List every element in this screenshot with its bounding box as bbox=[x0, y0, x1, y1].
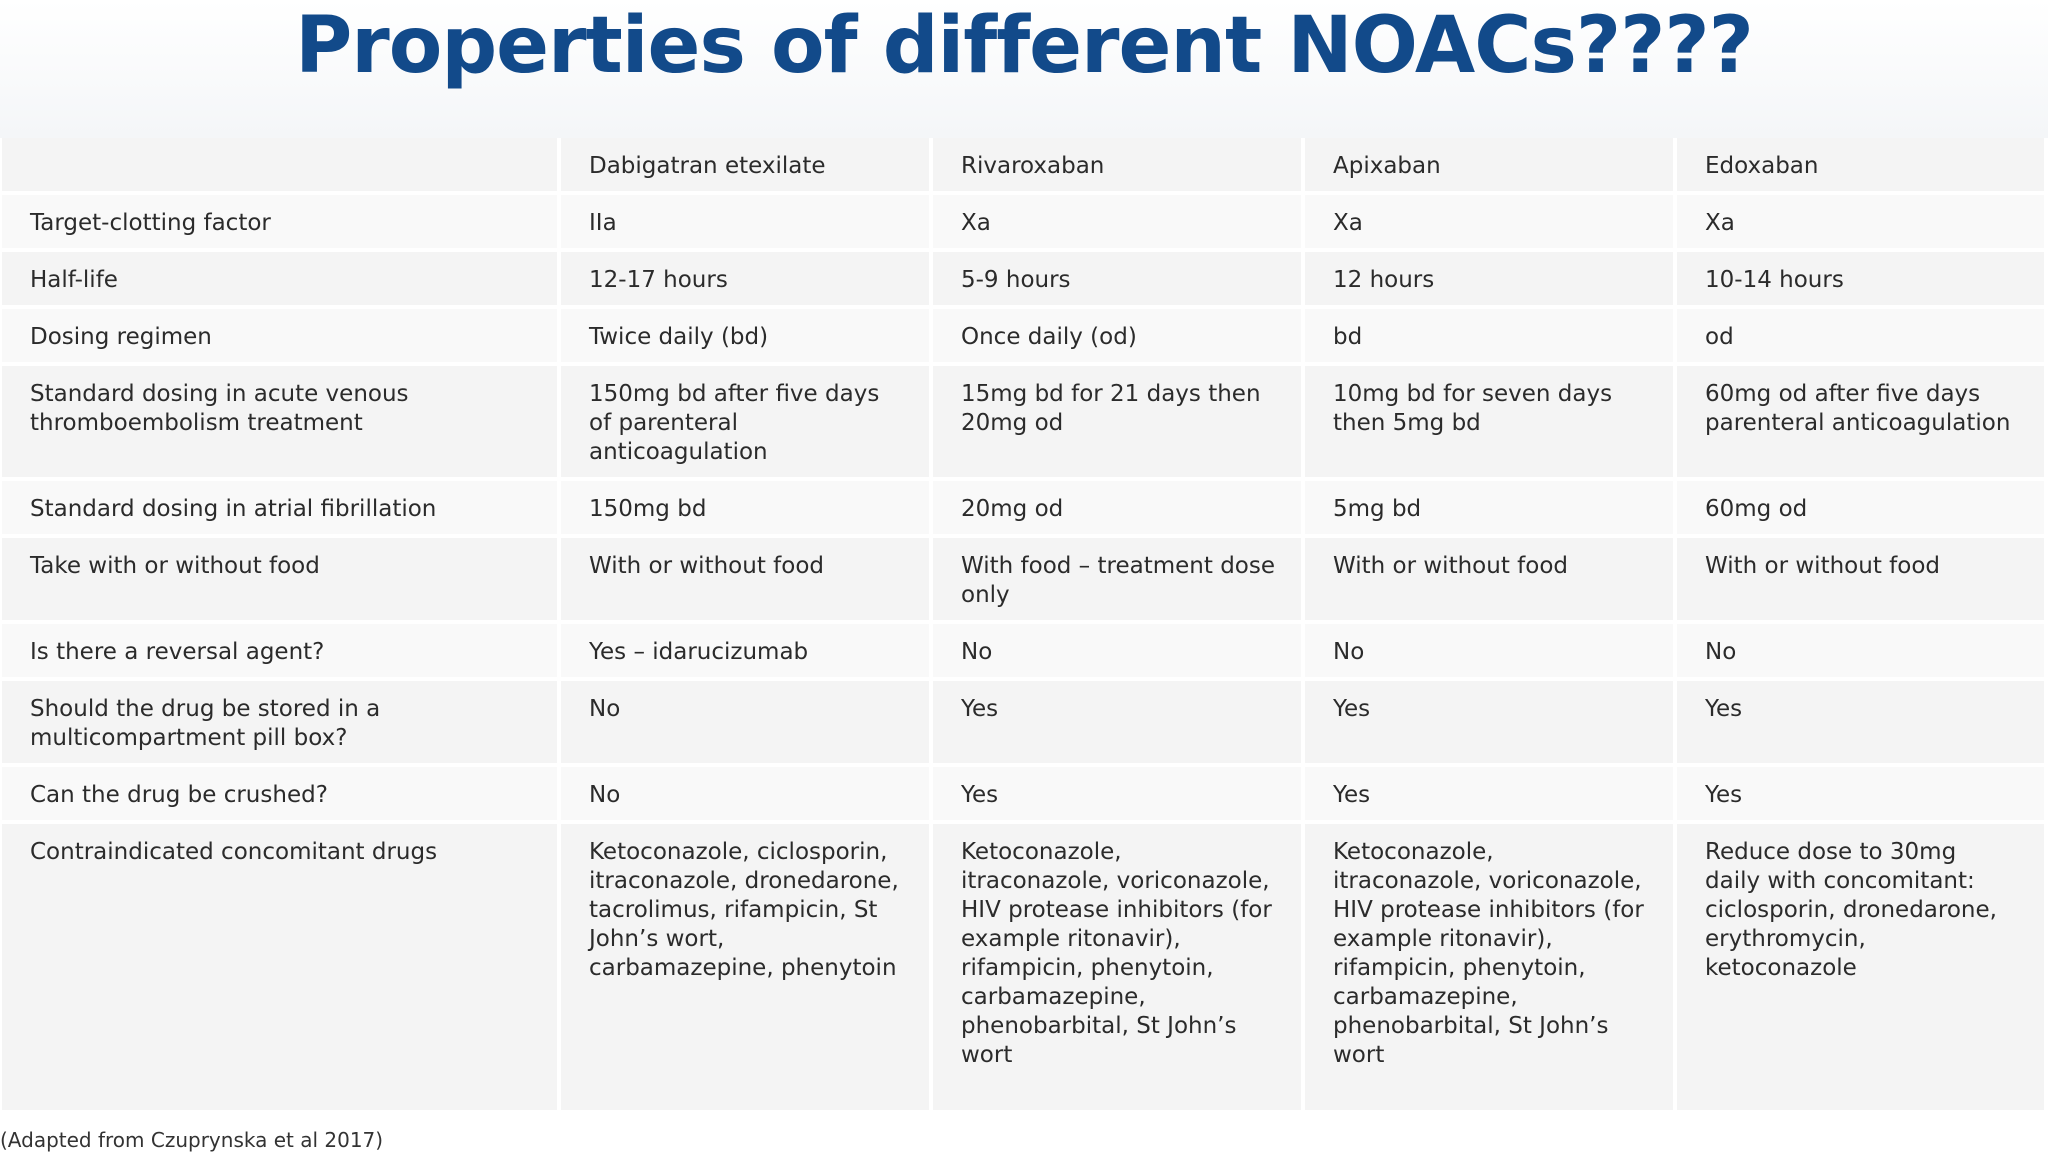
table-row bbox=[2, 679, 2044, 765]
table-cell: 150mg bd after five days of parenteral anticoagulation bbox=[559, 364, 931, 479]
table-cell: 10mg bd for seven days then 5mg bd bbox=[1303, 364, 1675, 479]
table-cell: No bbox=[1303, 622, 1675, 679]
table-row bbox=[2, 479, 2044, 536]
noac-comparison-table-container bbox=[2, 138, 2044, 1114]
table-cell: 20mg od bbox=[931, 479, 1303, 536]
row-label: Target-clotting factor bbox=[2, 193, 559, 250]
table-cell: Yes – idarucizumab bbox=[559, 622, 931, 679]
table-cell: Xa bbox=[931, 193, 1303, 250]
table-header-row bbox=[2, 138, 2044, 193]
header-cell-edoxaban: Edoxaban bbox=[1675, 138, 2044, 193]
table-cell: 12 hours bbox=[1303, 250, 1675, 307]
table-cell: bd bbox=[1303, 307, 1675, 364]
table-cell: 150mg bd bbox=[559, 479, 931, 536]
row-label: Contraindicated concomitant drugs bbox=[2, 822, 559, 1112]
table-cell: Ketoconazole, ciclosporin, itraconazole, dronedarone, tacrolimus, rifampicin, St John’s wort, carbamazepine, phenytoin bbox=[559, 822, 931, 1112]
table-cell: Yes bbox=[931, 765, 1303, 822]
table-cell: od bbox=[1675, 307, 2044, 364]
header-cell-apixaban: Apixaban bbox=[1303, 138, 1675, 193]
table-row bbox=[2, 193, 2044, 250]
table-cell: Ketoconazole, itraconazole, voriconazole, HIV protease inhibitors (for example ritonavir), rifampicin, phenytoin, carbamazepine, phenobarbital, St John’s wort bbox=[931, 822, 1303, 1112]
table-cell: IIa bbox=[559, 193, 931, 250]
row-label: Standard dosing in atrial fibrillation bbox=[2, 479, 559, 536]
table-cell: 5-9 hours bbox=[931, 250, 1303, 307]
header-cell-dabigatran: Dabigatran etexilate bbox=[559, 138, 931, 193]
table-cell: Yes bbox=[1303, 765, 1675, 822]
table-row bbox=[2, 307, 2044, 364]
table-cell: With or without food bbox=[1303, 536, 1675, 622]
table-cell: 15mg bd for 21 days then 20mg od bbox=[931, 364, 1303, 479]
table-row bbox=[2, 622, 2044, 679]
table-row bbox=[2, 364, 2044, 479]
table-cell: No bbox=[931, 622, 1303, 679]
table-cell: With or without food bbox=[559, 536, 931, 622]
header-cell-rivaroxaban: Rivaroxaban bbox=[931, 138, 1303, 193]
table-cell: Twice daily (bd) bbox=[559, 307, 931, 364]
table-cell: 12-17 hours bbox=[559, 250, 931, 307]
table-cell: With food – treatment dose only bbox=[931, 536, 1303, 622]
table-cell: 60mg od bbox=[1675, 479, 2044, 536]
table-row bbox=[2, 536, 2044, 622]
table-cell: 5mg bd bbox=[1303, 479, 1675, 536]
table-cell: Yes bbox=[1675, 765, 2044, 822]
table-cell: 10-14 hours bbox=[1675, 250, 2044, 307]
row-label: Half-life bbox=[2, 250, 559, 307]
table-row bbox=[2, 822, 2044, 1112]
table-cell: 60mg od after five days parenteral anticoagulation bbox=[1675, 364, 2044, 479]
slide-title: Properties of different NOACs???? bbox=[0, 0, 2048, 138]
row-label: Take with or without food bbox=[2, 536, 559, 622]
row-label: Dosing regimen bbox=[2, 307, 559, 364]
table-cell: Xa bbox=[1675, 193, 2044, 250]
row-label: Should the drug be stored in a multicompartment pill box? bbox=[2, 679, 559, 765]
table-row bbox=[2, 250, 2044, 307]
table-cell: Yes bbox=[931, 679, 1303, 765]
table-cell: No bbox=[1675, 622, 2044, 679]
table-cell: No bbox=[559, 679, 931, 765]
row-label: Is there a reversal agent? bbox=[2, 622, 559, 679]
row-label: Standard dosing in acute venous thromboembolism treatment bbox=[2, 364, 559, 479]
header-cell-empty bbox=[2, 138, 559, 193]
table-cell: With or without food bbox=[1675, 536, 2044, 622]
table-cell: Ketoconazole, itraconazole, voriconazole, HIV protease inhibitors (for example ritonavir), rifampicin, phenytoin, carbamazepine, phenobarbital, St John’s wort bbox=[1303, 822, 1675, 1112]
table-row bbox=[2, 765, 2044, 822]
table-cell: Yes bbox=[1675, 679, 2044, 765]
source-footnote: (Adapted from Czuprynska et al 2017) bbox=[0, 1128, 384, 1152]
table-cell: Reduce dose to 30mg daily with concomitant: ciclosporin, dronedarone, erythromycin, ketoconazole bbox=[1675, 822, 2044, 1112]
table-cell: Xa bbox=[1303, 193, 1675, 250]
table-cell: Yes bbox=[1303, 679, 1675, 765]
row-label: Can the drug be crushed? bbox=[2, 765, 559, 822]
table-cell: No bbox=[559, 765, 931, 822]
table-cell: Once daily (od) bbox=[931, 307, 1303, 364]
noac-comparison-table bbox=[2, 138, 2044, 1114]
